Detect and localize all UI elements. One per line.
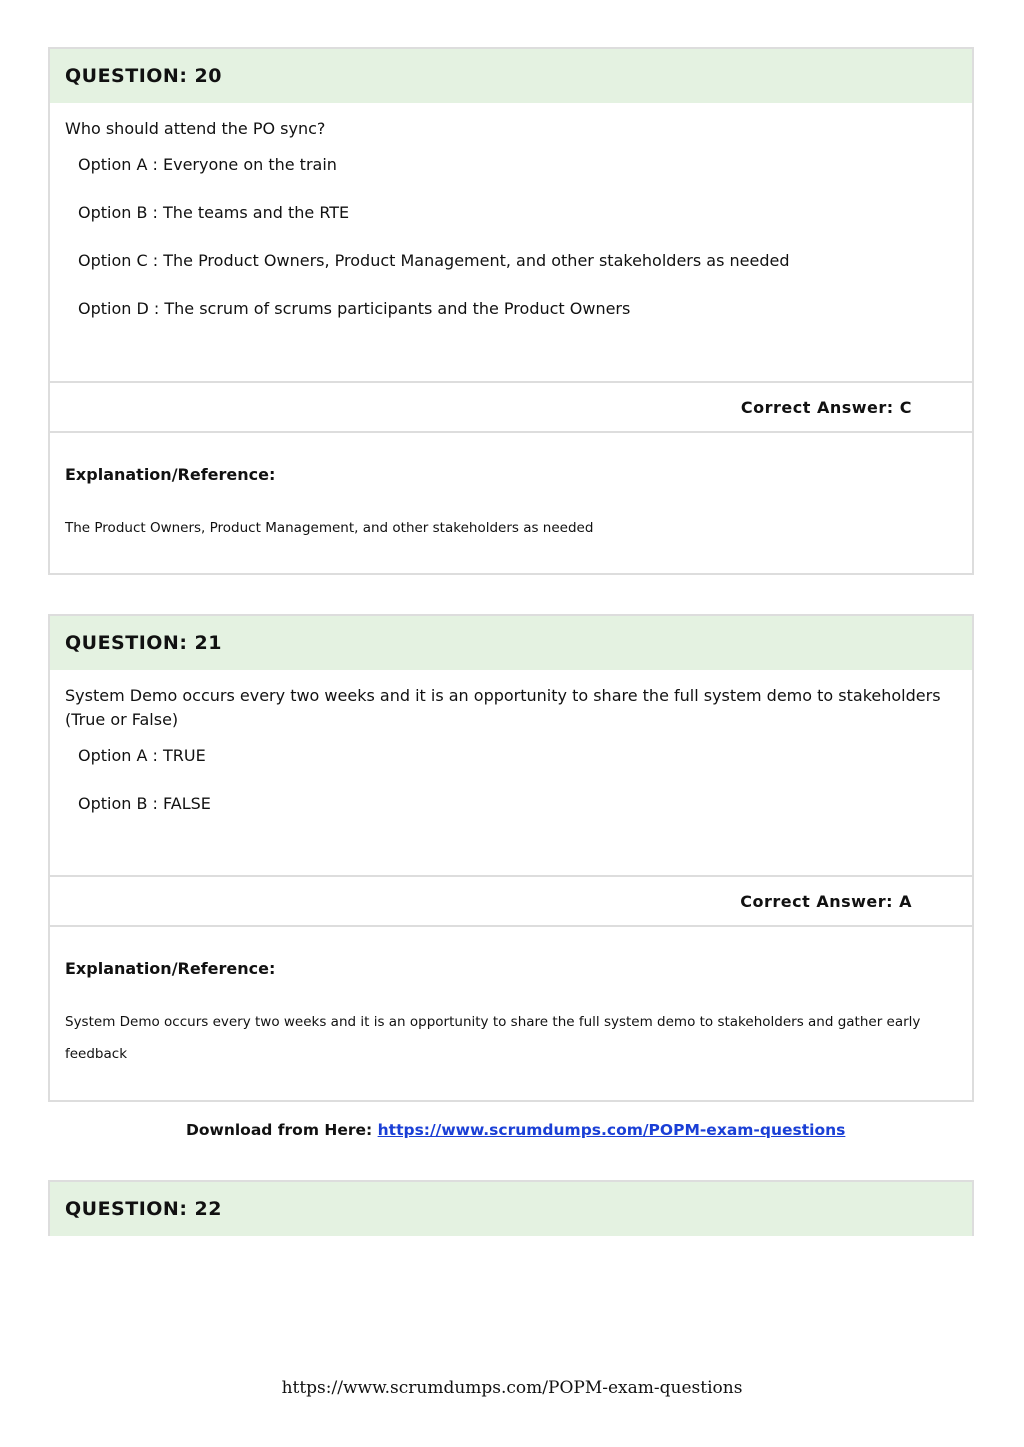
explanation-section: [50, 465, 972, 544]
correct-answer: Correct Answer: A: [50, 875, 972, 927]
option-c: Option C : The Product Owners, Product Management, and other stakeholders as needed: [78, 251, 790, 270]
correct-answer: Correct Answer: C: [50, 381, 972, 433]
question-heading: QUESTION: 20: [50, 49, 972, 103]
question-card-22: [48, 1180, 974, 1236]
explanation-text: System Demo occurs every two weeks and it is an opportunity to share the full system demo to stakeholders and gather early feedback: [65, 1014, 921, 1062]
explanation-section: [50, 959, 972, 1070]
option-a: Option A : TRUE: [78, 746, 206, 765]
question-heading: QUESTION: 21: [50, 616, 972, 670]
question-heading: QUESTION: 22: [50, 1182, 972, 1236]
question-card-21: [48, 614, 974, 1102]
explanation-title: Explanation/Reference:: [65, 465, 276, 484]
question-card-20: [48, 47, 974, 575]
option-d: Option D : The scrum of scrums participants and the Product Owners: [78, 299, 631, 318]
question-text: System Demo occurs every two weeks and it is an opportunity to share the full system demo to stakeholders (True or False): [65, 686, 941, 729]
option-b: Option B : FALSE: [78, 794, 211, 813]
explanation-title: Explanation/Reference:: [65, 959, 276, 978]
download-line: [186, 1121, 845, 1139]
download-label: Download from Here:: [186, 1121, 373, 1139]
option-b: Option B : The teams and the RTE: [78, 203, 350, 222]
question-body: [50, 103, 972, 381]
question-text: Who should attend the PO sync?: [65, 119, 326, 138]
footer-url: https://www.scrumdumps.com/POPM-exam-questions: [281, 1378, 743, 1398]
explanation-text: The Product Owners, Product Management, and other stakeholders as needed: [65, 520, 594, 536]
download-link[interactable]: https://www.scrumdumps.com/POPM-exam-questions: [377, 1121, 846, 1139]
question-body: [50, 670, 972, 875]
option-a: Option A : Everyone on the train: [78, 155, 337, 174]
